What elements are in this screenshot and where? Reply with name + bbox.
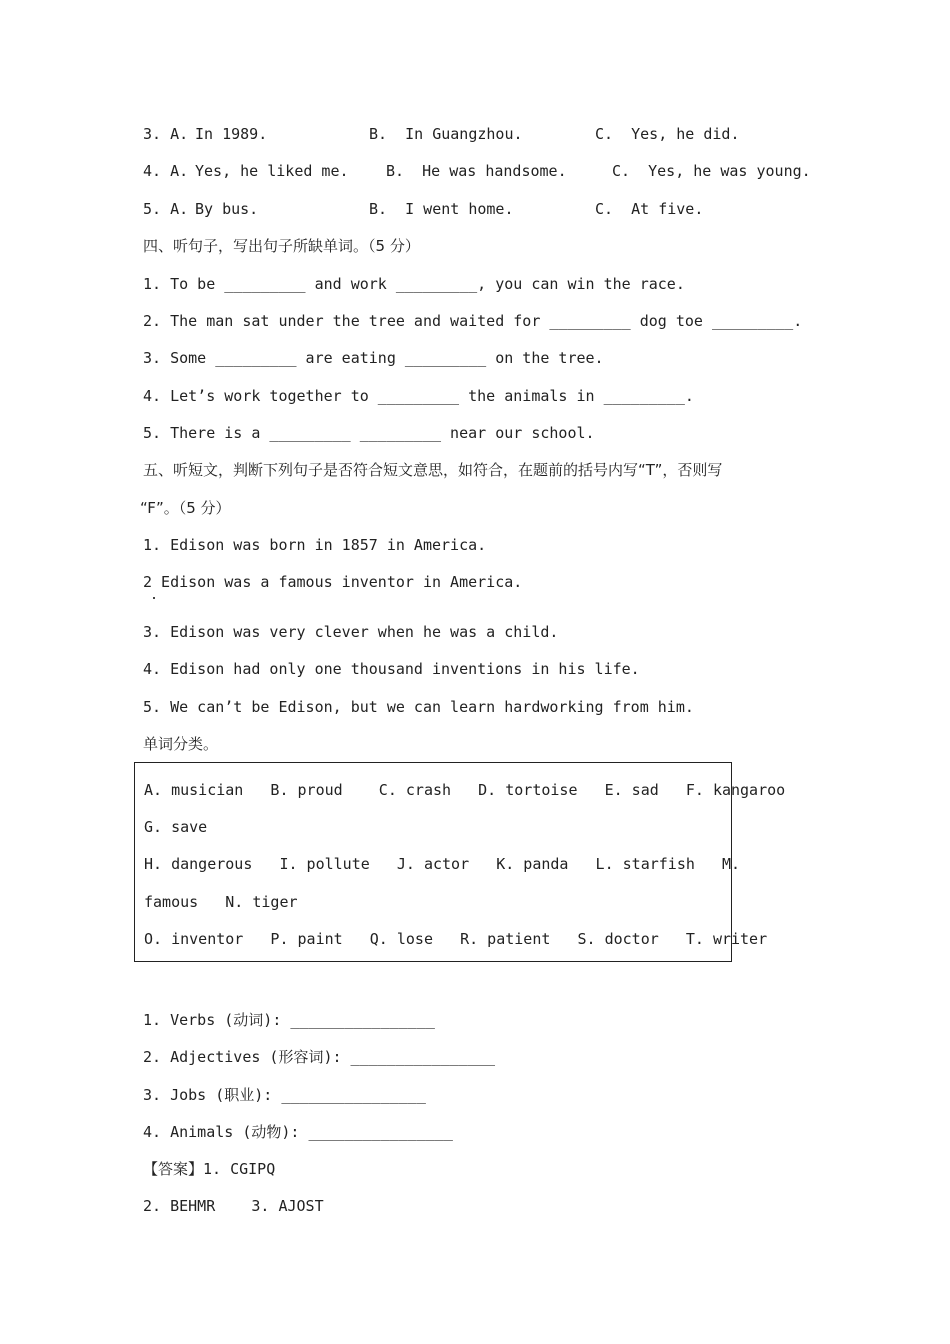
choice-option-c: C. Yes, he was young. <box>612 162 811 180</box>
fill-blank-item: 5. There is a _________ _________ near our school. <box>143 424 595 442</box>
word-box-row: O. inventor P. paint Q. lose R. patient S. doctor T. writer <box>144 930 768 948</box>
section-5-heading-cont: “F”。（5 分） <box>140 499 231 517</box>
answer-line: 2. BEHMR 3. AJOST <box>143 1197 324 1215</box>
fill-blank-item: 1. To be _________ and work _________, you can win the race. <box>143 275 685 293</box>
true-false-item: 3. Edison was very clever when he was a child. <box>143 623 559 641</box>
classify-heading: 单词分类。 <box>143 735 219 753</box>
choice-number: 4. A. <box>143 162 189 180</box>
true-false-item: 5. We can’t be Edison, but we can learn hardworking from him. <box>143 698 694 716</box>
choice-number: 5. A. <box>143 200 189 218</box>
fill-blank-item: 3. Some _________ are eating _________ on the tree. <box>143 349 604 367</box>
classify-question: 2. Adjectives (形容词): ________________ <box>143 1048 496 1066</box>
choice-option-a: Yes, he liked me. <box>195 162 349 180</box>
word-box-row: G. save <box>144 818 208 836</box>
choice-option-b: B. He was handsome. <box>386 162 567 180</box>
answer-line: 【答案】1. CGIPQ <box>143 1160 276 1178</box>
choice-option-c: C. At five. <box>595 200 704 218</box>
fill-blank-item: 2. The man sat under the tree and waited for _________ dog toe _________. <box>143 312 803 330</box>
stray-dot <box>153 597 155 599</box>
choice-option-a: In 1989. <box>195 125 268 143</box>
true-false-item: 2 Edison was a famous inventor in America. <box>143 573 523 591</box>
classify-question: 3. Jobs (职业): ________________ <box>143 1086 426 1104</box>
choice-option-b: B. In Guangzhou. <box>369 125 523 143</box>
classify-question: 1. Verbs (动词): ________________ <box>143 1011 435 1029</box>
fill-blank-item: 4. Let’s work together to _________ the animals in _________. <box>143 387 694 405</box>
word-box-row: famous N. tiger <box>144 893 298 911</box>
word-box-row: H. dangerous I. pollute J. actor K. panda L. starfish M. <box>144 855 741 873</box>
classify-question: 4. Animals (动物): ________________ <box>143 1123 453 1141</box>
true-false-item: 4. Edison had only one thousand inventions in his life. <box>143 660 640 678</box>
choice-option-c: C. Yes, he did. <box>595 125 740 143</box>
section-5-heading: 五、听短文，判断下列句子是否符合短文意思，如符合，在题前的括号内写“T”，否则写 <box>143 461 723 479</box>
choice-number: 3. A. <box>143 125 189 143</box>
word-box <box>134 762 786 962</box>
word-box-row: A. musician B. proud C. crash D. tortoise E. sad F. kangaroo <box>144 781 786 799</box>
section-4-heading: 四、听句子，写出句子所缺单词。（5 分） <box>143 237 420 255</box>
choice-option-a: By bus. <box>195 200 259 218</box>
choice-option-b: B. I went home. <box>369 200 514 218</box>
true-false-item: 1. Edison was born in 1857 in America. <box>143 536 487 554</box>
